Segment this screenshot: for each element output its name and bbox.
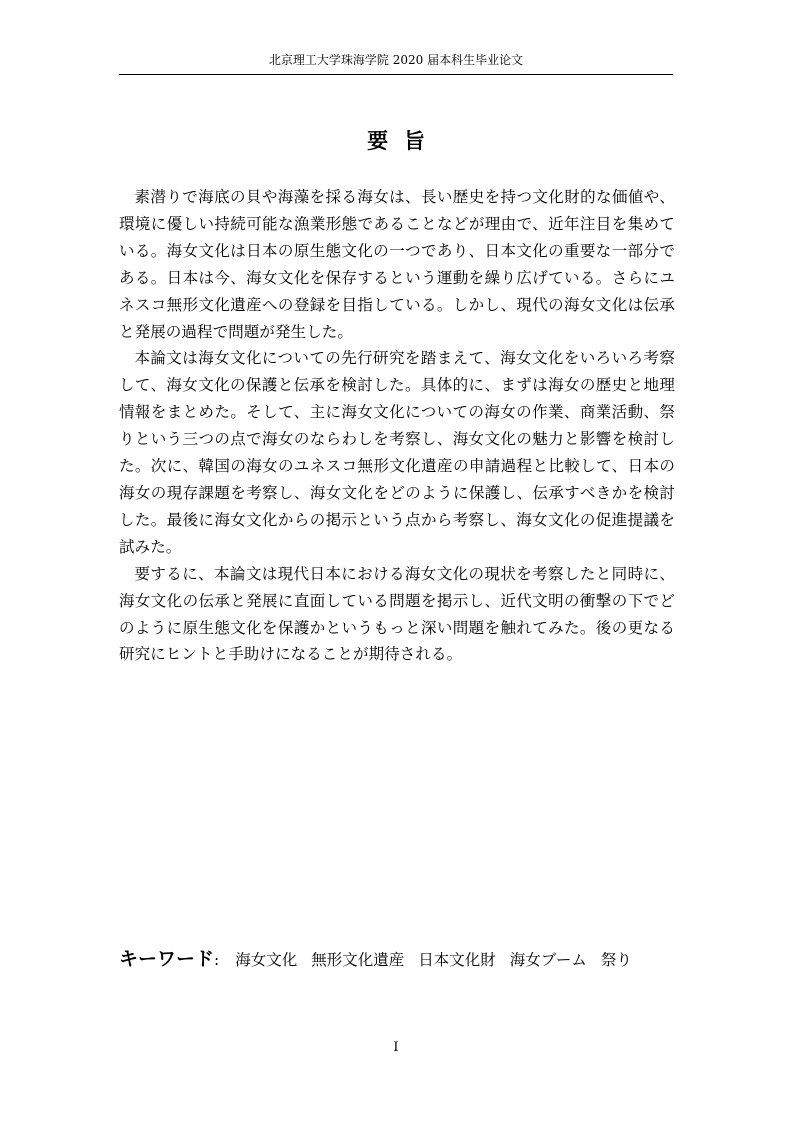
- keyword-item: 海女ブーム: [509, 951, 587, 969]
- keywords-label: キーワード: [119, 948, 215, 970]
- keywords-line: [119, 944, 679, 975]
- keyword-item: 日本文化財: [418, 951, 496, 969]
- abstract-body: [119, 184, 675, 668]
- page-number: I: [393, 1040, 399, 1055]
- keyword-item: 海女文化: [235, 951, 298, 969]
- running-header: 北京理工大学珠海学院 2020 届本科生毕业论文: [268, 53, 524, 67]
- keyword-item: 無形文化遺産: [311, 951, 405, 969]
- header-rule: [119, 74, 673, 75]
- abstract-paragraph-2: 本論文は海女文化についての先行研究を踏まえて、海女文化をいろいろ考察して、海女文化の保護と伝承を検討した。具体的に、まずは海女の歴史と地理情報をまとめた。そして、主に海女文化についての海女の作業、商業活動、祭りという三つの点で海女のならわしを考察し、海女文化の魅力と影響を検討した。次に、韓国の海女のユネスコ無形文化遺産の申請過程と比較して、日本の海女の現存課題を考察し、海女文化をどのように保護し、伝承すべきかを検討した。最後に海女文化からの掲示という点から考察し、海女文化の促進提議を試みた。: [119, 349, 675, 556]
- abstract-paragraph-1: 素潜りで海底の貝や海藻を採る海女は、長い歴史を持つ文化財的な価値や、環境に優しい持続可能な漁業形態であることなどが理由で、近年注目を集めている。海女文化は日本の原生態文化の一つであり、日本文化の重要な一部分である。日本は今、海女文化を保存するという運動を繰り広げている。さらにユネスコ無形文化遺産への登録を目指している。しかし、現代の海女文化は伝承と発展の過程で問題が発生した。: [119, 188, 675, 341]
- abstract-paragraph-3: 要するに、本論文は現代日本における海女文化の現状を考察したと同時に、海女文化の伝承と発展に直面している問題を掲示し、近代文明の衝撃の下でどのように原生態文化を保護かというもっと深い問題を触れてみた。後の更なる研究にヒントと手助けになることが期待される。: [119, 564, 675, 664]
- abstract-title: 要旨: [367, 129, 441, 153]
- keyword-item: 祭り: [600, 951, 632, 969]
- keywords-colon: :: [214, 951, 220, 969]
